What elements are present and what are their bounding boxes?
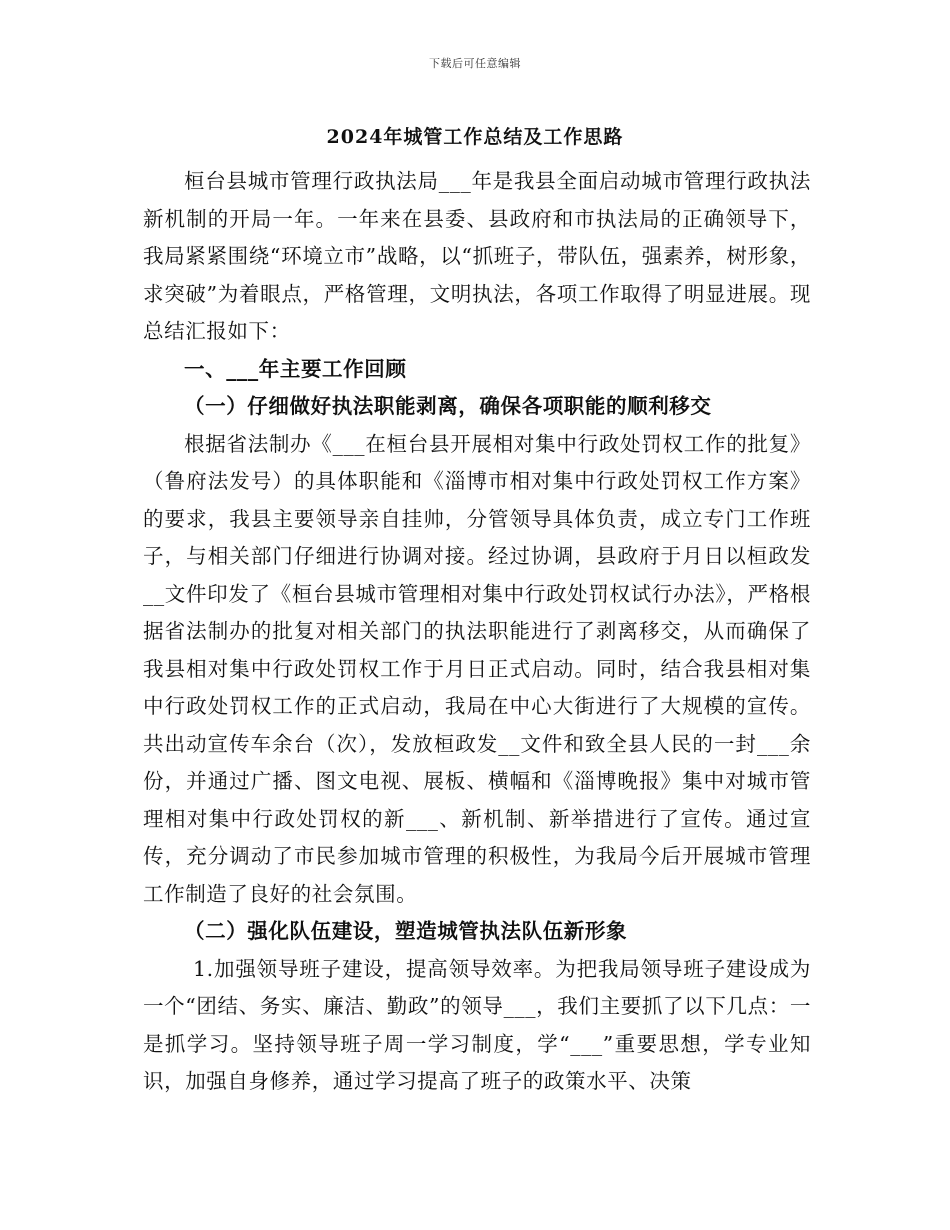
intro-paragraph: 桓台县城市管理行政执法局___年是我县全面启动城市管理行政执法新机制的开局一年。一年来在县委、县政府和市执法局的正确领导下，我局紧紧围绕“环境立市”战略，以“抓班子，带队伍，强素养，树形象，求突破”为着眼点，严格管理，文明执法，各项工作取得了明显进展。现总结汇报如下： xyxy=(143,169,811,343)
page-header-note: 下载后可任意编辑 xyxy=(429,57,521,70)
section-heading-1: 一、___年主要工作回顾 xyxy=(184,356,407,381)
subsection-1-paragraph: 根据省法制办《___在桓台县开展相对集中行政处罚权工作的批复》（鲁府法发号）的具体职能和《淄博市相对集中行政处罚权工作方案》的要求，我县主要领导亲自挂帅，分管领导具体负责，成立专门工作班子，与相关部门仔细进行协调对接。经过协调，县政府于月日以桓政发__文件印发了《桓台县城市管理相对集中行政处罚权试行办法》，严格根据省法制办的批复对相关部门的执法职能进行了剥离移交，从而确保了我县相对集中行政处罚权工作于月日正式启动。同时，结合我县相对集中行政处罚权工作的正式启动，我局在中心大街进行了大规模的宣传。共出动宣传车余台（次），发放桓政发__文件和致全县人民的一封___余份，并通过广播、图文电视、展板、横幅和《淄博晚报》集中对城市管理相对集中行政处罚权的新___、新机制、新举措进行了宣传。通过宣传，充分调动了市民参加城市管理的积极性，为我局今后开展城市管理工作制造了良好的社会氛围。 xyxy=(143,431,811,906)
subsection-heading-2: （二）强化队伍建设，塑造城管执法队伍新形象 xyxy=(184,919,628,943)
item-1-paragraph: 1.加强领导班子建设，提高领导效率。为把我局领导班子建设成为一个“团结、务实、廉洁、勤政”的领导___，我们主要抓了以下几点：一是抓学习。坚持领导班子周一学习制度，学“___”重要思想，学专业知识，加强自身修养，通过学习提高了班子的政策水平、决策 xyxy=(143,956,811,1093)
document-body xyxy=(143,163,811,1101)
document-title: 2024年城管工作总结及工作思路 xyxy=(326,126,624,148)
subsection-heading-1: （一）仔细做好执法职能剥离，确保各项职能的顺利移交 xyxy=(184,394,712,418)
